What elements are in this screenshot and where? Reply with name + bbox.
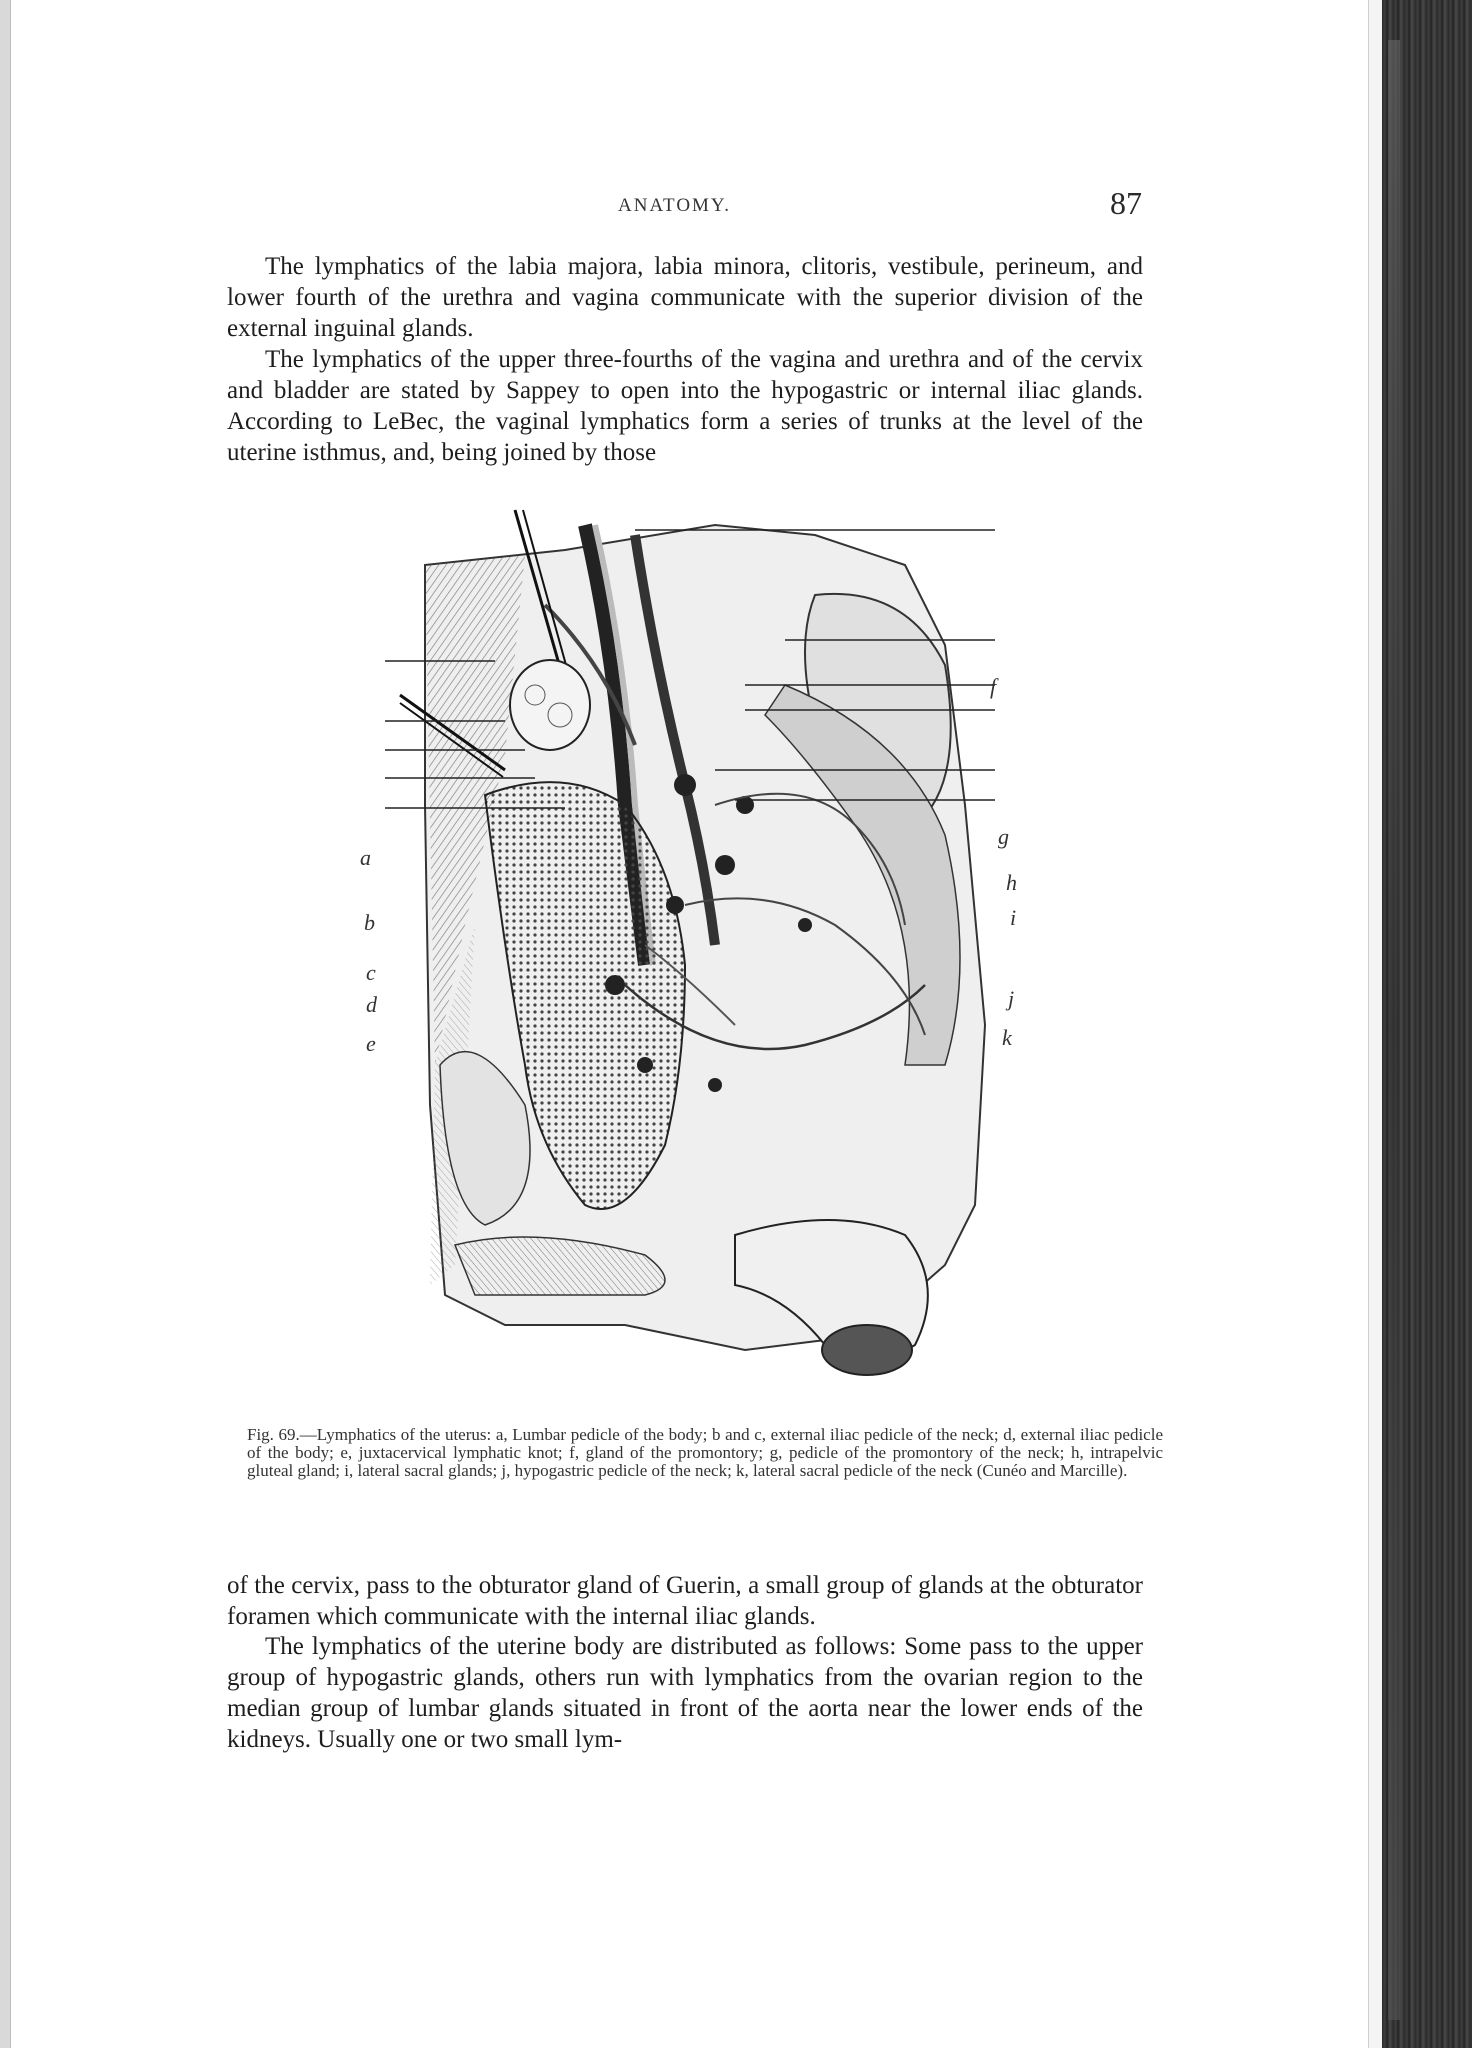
figure-label-c: c	[366, 960, 376, 985]
page-edge	[1368, 0, 1383, 2048]
figure-label-b: b	[364, 910, 375, 935]
figure-label-j: j	[1008, 986, 1015, 1011]
paragraph-4	[227, 1631, 1143, 1755]
book-left-edge	[0, 0, 11, 2048]
figure-label-f: f	[990, 674, 997, 699]
paragraph-2-text: The lymphatics of the upper three-fourths of the vagina and urethra and of the cervix and bladder are stated by Sappey to open into the hypogastric or internal iliac glands. According to LeBec, the vaginal lymphatics form a series of trunks at the level of the uterine isthmus, and, being joined by those	[227, 346, 1143, 466]
page-number: 87	[1110, 185, 1142, 221]
figure-label-g: g	[998, 824, 1009, 849]
figure-label-d: d	[366, 992, 377, 1017]
paragraph-2	[227, 344, 1143, 468]
anatomical-figure	[385, 505, 1025, 1405]
paragraph-1	[227, 251, 1143, 344]
paragraph-1-text: The lymphatics of the labia majora, labia minora, clitoris, vestibule, perineum, and lower fourth of the urethra and vagina communicate with the superior division of the external inguinal glands.	[227, 253, 1143, 342]
paragraph-4-text: The lymphatics of the uterine body are distributed as follows: Some pass to the upper group of hypogastric glands, others run with lymphatics from the ovarian region to the median group of lumbar glands situated in front of the aorta near the lower ends of the kidneys. Usually one or two small lym-	[227, 1633, 1143, 1753]
paragraph-3-text: of the cervix, pass to the obturator gland of Guerin, a small group of glands at the obturator foramen which communicate with the internal iliac glands.	[227, 1572, 1143, 1630]
spine-highlight	[1388, 40, 1400, 2020]
page-header	[0, 185, 1472, 225]
figure-label-k: k	[1002, 1025, 1012, 1050]
figure-label-i: i	[1010, 905, 1017, 930]
figure-label-a: a	[360, 845, 371, 870]
running-head: ANATOMY.	[618, 195, 731, 216]
paragraph-3	[227, 1570, 1143, 1632]
figure-caption: Fig. 69.—Lymphatics of the uterus: a, Lumbar pedicle of the body; b and c, external iliac pedicle of the neck; d, external iliac pedicle of the body; e, juxtacervical lymphatic knot; f, gland of the promontory; g, pedicle of the promontory of the neck; h, intrapelvic gluteal gland; i, lateral sacral glands; j, hypogastric pedicle of the neck; k, lateral sacral pedicle of the neck (Cunéo and Marcille).	[247, 1425, 1163, 1480]
figure-label-h: h	[1006, 870, 1017, 895]
lymphatics-illustration	[385, 505, 1025, 1405]
figure-label-e: e	[366, 1031, 376, 1056]
